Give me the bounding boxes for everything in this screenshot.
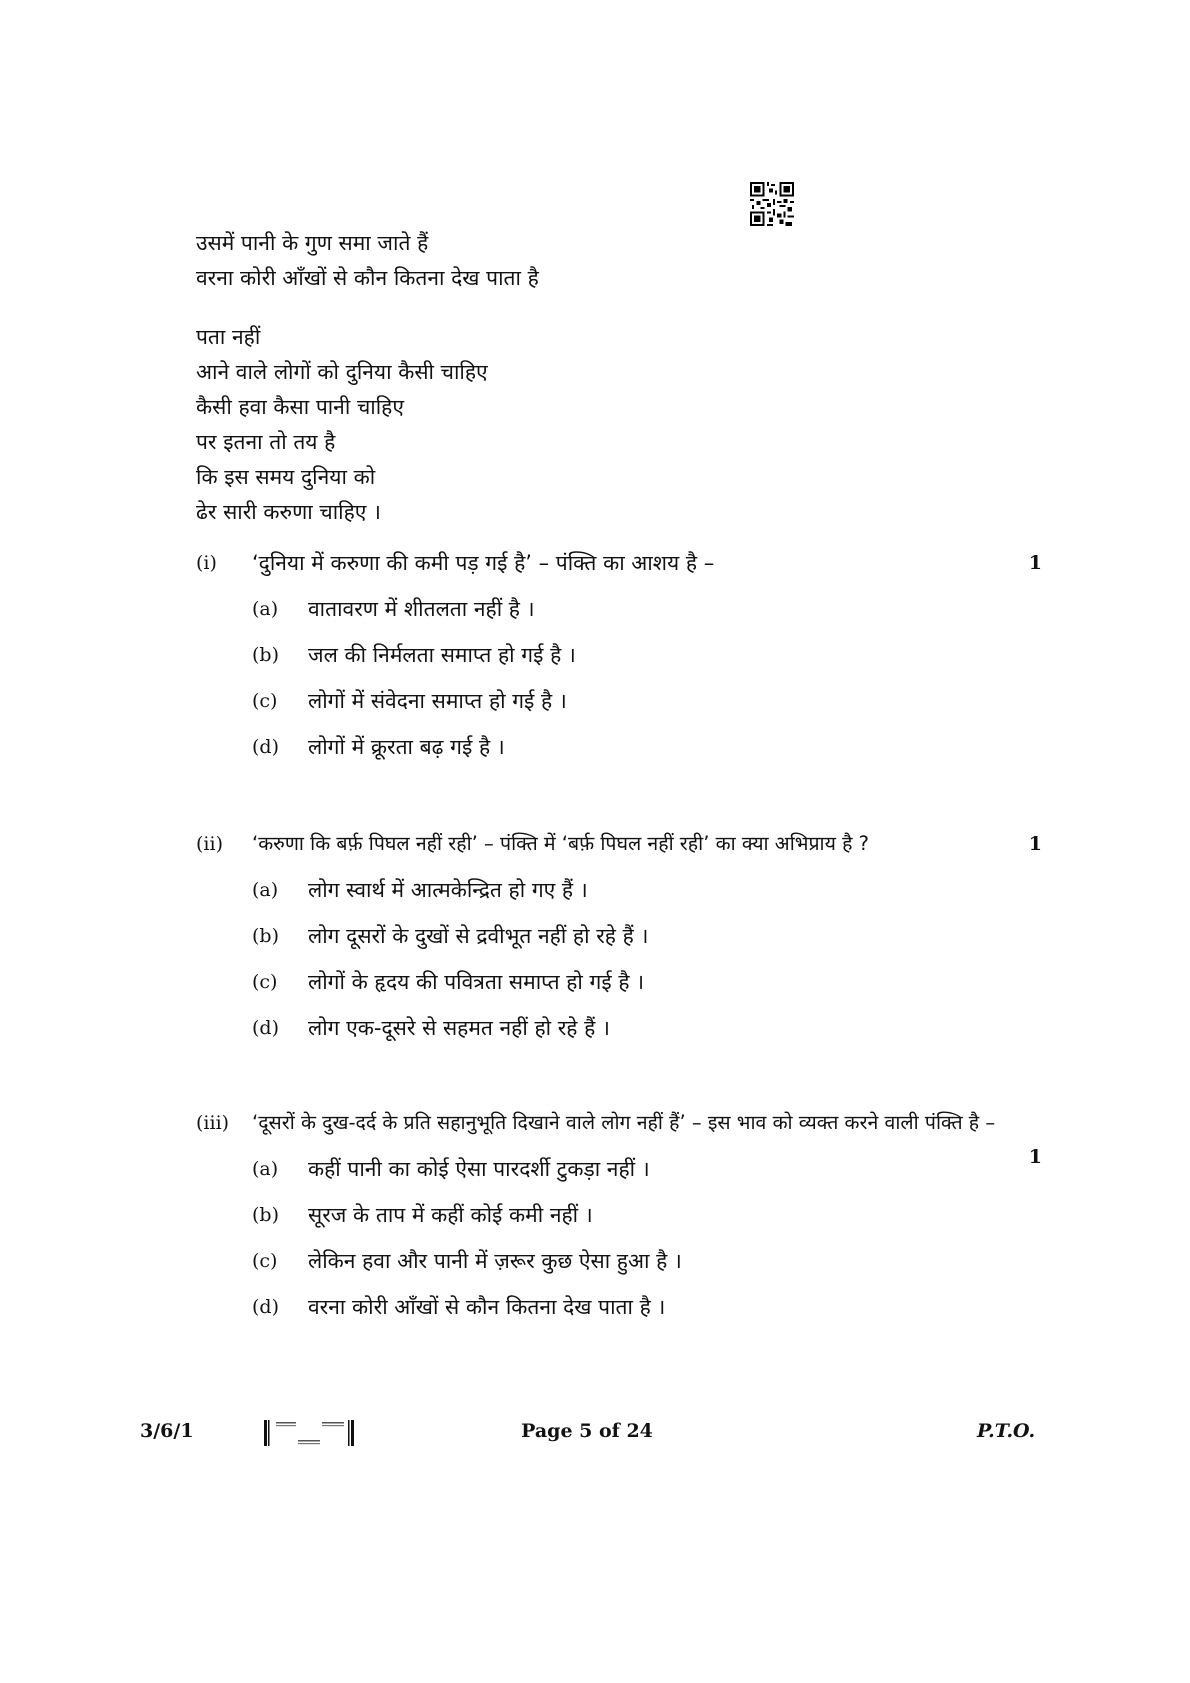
question-3 (196, 1106, 1056, 1336)
question-marks: 1 (1028, 833, 1042, 855)
option-label: (b) (252, 1204, 279, 1226)
option-a (252, 592, 1056, 638)
options-list (252, 1152, 1056, 1336)
option-c (252, 1244, 1056, 1290)
poem-line: कि इस समय दुनिया को (196, 465, 376, 489)
options-list (252, 873, 1056, 1057)
pto-label: P.T.O. (977, 1420, 1036, 1442)
question-number: (iii) (196, 1112, 230, 1134)
option-text: कहीं पानी का कोई ऐसा पारदर्शी टुकड़ा नहीं । (308, 1157, 650, 1181)
poem-line: कैसी हवा कैसा पानी चाहिए (196, 395, 404, 419)
options-list (252, 592, 1056, 776)
option-c (252, 965, 1056, 1011)
qr-code-icon (750, 182, 794, 226)
poem-excerpt (196, 226, 539, 530)
option-text: जल की निर्मलता समाप्त हो गई है । (308, 643, 576, 667)
option-text: सूरज के ताप में कहीं कोई कमी नहीं । (308, 1203, 593, 1227)
poem-line: पर इतना तो तय है (196, 430, 336, 454)
option-c (252, 684, 1056, 730)
page-number: Page 5 of 24 (521, 1420, 653, 1442)
option-a (252, 873, 1056, 919)
option-d (252, 1290, 1056, 1336)
option-d (252, 730, 1056, 776)
option-label: (a) (252, 879, 279, 901)
option-b (252, 1198, 1056, 1244)
question-2 (196, 827, 1056, 1057)
option-d (252, 1011, 1056, 1057)
question-stem (196, 546, 1056, 580)
option-text: लोग दूसरों के दुखों से द्रवीभूत नहीं हो रहे हैं । (308, 924, 649, 948)
question-text: ‘दूसरों के दुख-दर्द के प्रति सहानुभूति दिखाने वाले लोग नहीं हैं’ – इस भाव को व्यक्त करने वाली पंक्ति है – (252, 1111, 996, 1134)
poem-line: ढेर सारी करुणा चाहिए । (196, 500, 382, 524)
option-a (252, 1152, 1056, 1198)
option-text: वातावरण में शीतलता नहीं है । (308, 597, 535, 621)
option-label: (c) (252, 690, 278, 712)
option-b (252, 638, 1056, 684)
question-text: ‘दुनिया में करुणा की कमी पड़ गई है’ – पंक्ति का आशय है – (252, 551, 715, 575)
question-number: (i) (196, 552, 217, 574)
option-label: (c) (252, 1250, 278, 1272)
question-stem (196, 827, 1056, 861)
question-1 (196, 546, 1056, 776)
option-text: लोगों के हृदय की पवित्रता समाप्त हो गई है । (308, 970, 645, 994)
question-number: (ii) (196, 833, 223, 855)
paper-code: 3/6/1 (140, 1420, 194, 1442)
poem-line: वरना कोरी आँखों से कौन कितना देख पाता है (196, 266, 539, 290)
poem-line: आने वाले लोगों को दुनिया कैसी चाहिए (196, 360, 488, 384)
page-footer (0, 1418, 1190, 1448)
option-text: लोग स्वार्थ में आत्मकेन्द्रित हो गए हैं । (308, 878, 588, 902)
option-label: (b) (252, 644, 279, 666)
option-text: लोग एक-दूसरे से सहमत नहीं हो रहे हैं । (308, 1016, 610, 1040)
option-text: लोगों में संवेदना समाप्त हो गई है । (308, 689, 567, 713)
option-b (252, 919, 1056, 965)
option-label: (a) (252, 1158, 279, 1180)
option-label: (c) (252, 971, 278, 993)
poem-line: पता नहीं (196, 325, 261, 349)
option-text: लोगों में क्रूरता बढ़ गई है । (308, 735, 505, 759)
option-text: लेकिन हवा और पानी में ज़रूर कुछ ऐसा हुआ है । (308, 1249, 682, 1273)
option-label: (a) (252, 598, 279, 620)
option-label: (d) (252, 1296, 279, 1318)
stanza-gap (196, 296, 539, 320)
barcode-icon (262, 1418, 358, 1448)
option-label: (b) (252, 925, 279, 947)
option-text: वरना कोरी आँखों से कौन कितना देख पाता है । (308, 1295, 666, 1319)
option-label: (d) (252, 1017, 279, 1039)
question-marks: 1 (1028, 552, 1042, 574)
poem-line: उसमें पानी के गुण समा जाते हैं (196, 231, 429, 255)
option-label: (d) (252, 736, 279, 758)
question-marks: 1 (1028, 1146, 1042, 1168)
question-text: ‘करुणा कि बर्फ़ पिघल नहीं रही’ – पंक्ति में ‘बर्फ़ पिघल नहीं रही’ का क्या अभिप्राय है ? (252, 832, 870, 855)
question-stem (196, 1106, 1056, 1168)
